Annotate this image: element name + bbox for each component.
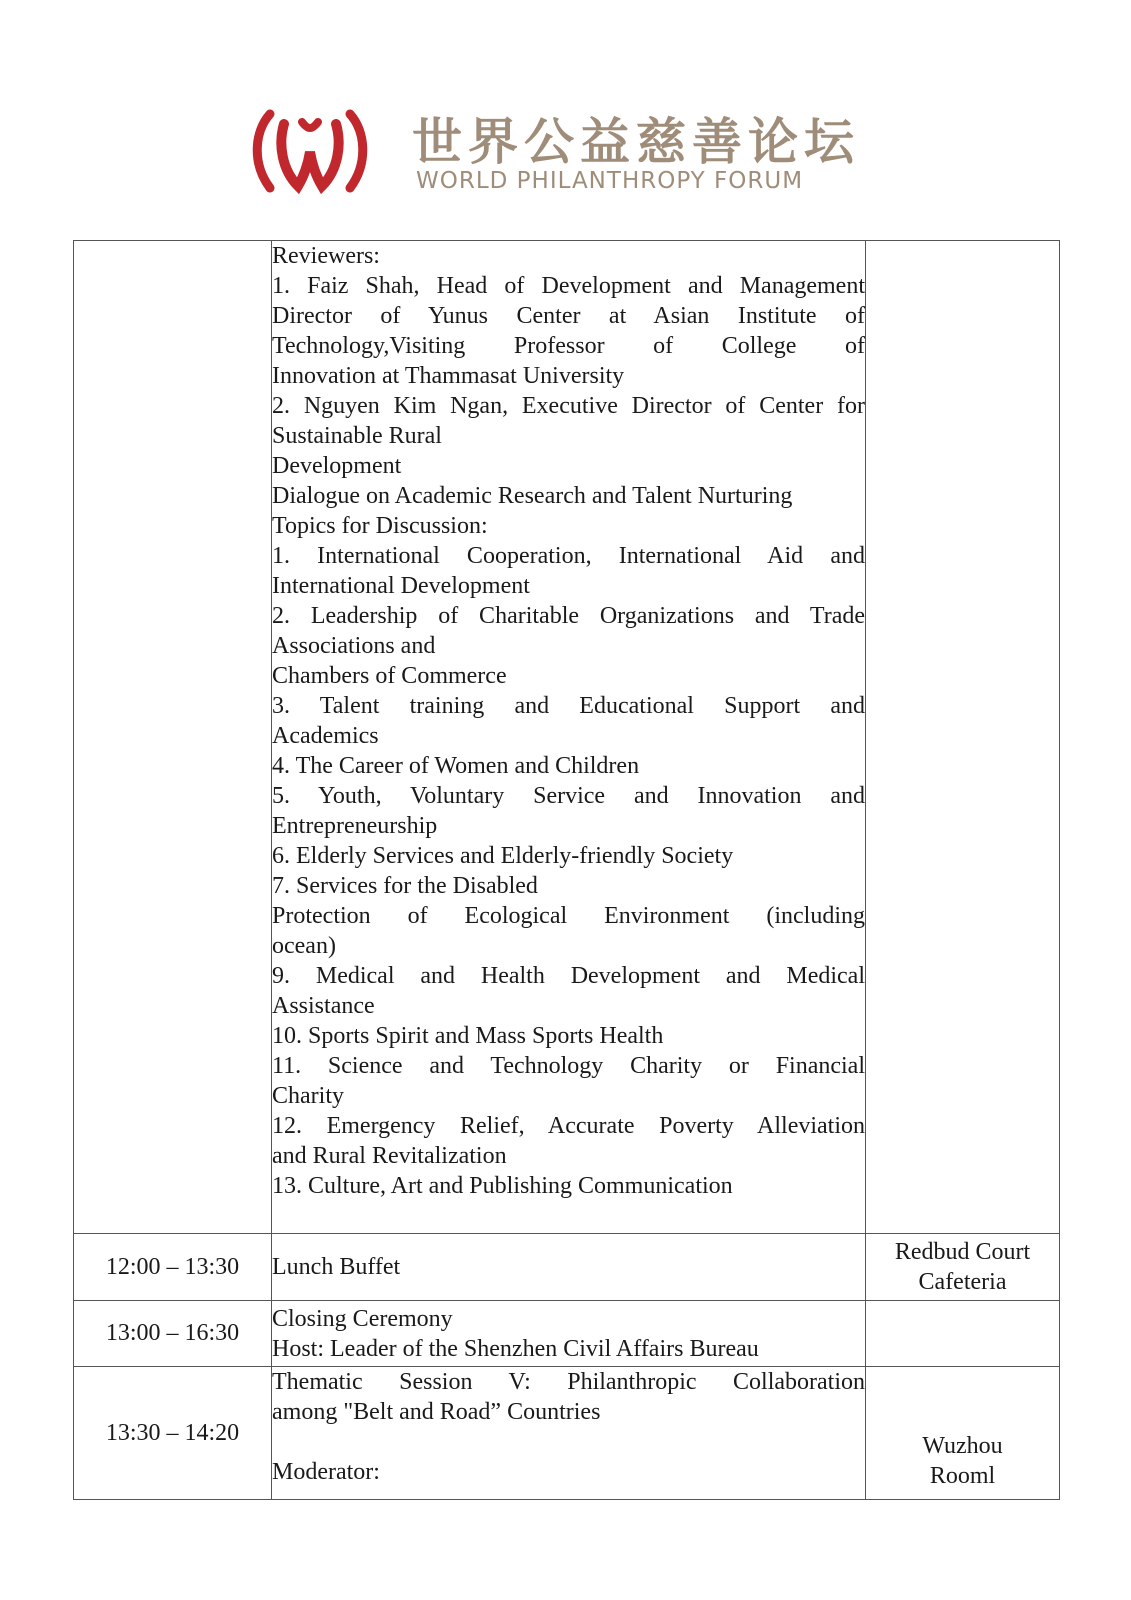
venue-cell [866, 1367, 1060, 1500]
program-line: and Rural Revitalization [272, 1143, 507, 1169]
program-line: 13. Culture, Art and Publishing Communication [272, 1173, 733, 1199]
program-line: Topics for Discussion: [272, 513, 488, 539]
program-line: Reviewers: [272, 243, 380, 269]
program-line: Host: Leader of the Shenzhen Civil Affairs Bureau [272, 1335, 759, 1362]
program-line: Innovation at Thammasat University [272, 363, 625, 389]
agenda-row [74, 1234, 1060, 1301]
program-line: Dialogue on Academic Research and Talent Nurturing [272, 483, 793, 509]
venue-cell [866, 1301, 1060, 1367]
program-line: 12. Emergency Relief, Accurate Poverty Alleviation [272, 1113, 865, 1139]
forum-logo-icon [248, 104, 372, 196]
program-line: 2. Leadership of Charitable Organizations and Trade [272, 603, 865, 629]
venue-line: Wuzhou [922, 1433, 1003, 1459]
program-line: Academics [272, 723, 379, 749]
program-line: 1. Faiz Shah, Head of Development and Management [272, 273, 865, 299]
program-line: Chambers of Commerce [272, 663, 507, 689]
program-line: 3. Talent training and Educational Support and [272, 693, 865, 719]
time-cell: 13:00 – 16:30 [74, 1301, 272, 1367]
time-cell [74, 241, 272, 1234]
program-line: Assistance [272, 993, 375, 1019]
program-line: 11. Science and Technology Charity or Financial [272, 1053, 865, 1079]
venue-line: Redbud Court [894, 1239, 1031, 1265]
program-line: 7. Services for the Disabled [272, 873, 538, 899]
program-line: Lunch Buffet [272, 1254, 401, 1280]
program-line: 4. The Career of Women and Children [272, 753, 640, 779]
program-line: Sustainable Rural [272, 423, 442, 449]
program-line: among "Belt and Road” Countries [272, 1399, 601, 1425]
program-line: 1. International Cooperation, International Aid and [272, 543, 865, 569]
program-line: Associations and [272, 633, 436, 659]
program-cell [272, 1301, 866, 1367]
program-cell [272, 1234, 866, 1301]
program-line: 9. Medical and Health Development and Medical [272, 963, 865, 989]
program-line: 5. Youth, Voluntary Service and Innovation and [272, 783, 865, 809]
agenda-row [74, 1367, 1060, 1500]
venue-line: Rooml [929, 1463, 996, 1489]
time-cell: 12:00 – 13:30 [74, 1234, 272, 1301]
program-line: Entrepreneurship [272, 813, 438, 839]
logo-english-text: WORLD PHILANTHROPY FORUM [416, 168, 804, 194]
venue-cell [866, 1234, 1060, 1301]
time-cell: 13:30 – 14:20 [74, 1367, 272, 1500]
program-line: Moderator: [272, 1459, 380, 1485]
program-line: 2. Nguyen Kim Ngan, Executive Director of Center for [272, 393, 865, 419]
program-line: International Development [272, 573, 530, 599]
agenda-row [74, 241, 1060, 1234]
venue-cell [866, 241, 1060, 1234]
program-line: Development [272, 453, 402, 479]
program-line: Protection of Ecological Environment (including [272, 903, 865, 929]
program-line: 6. Elderly Services and Elderly-friendly Society [272, 843, 734, 869]
agenda-row [74, 1301, 1060, 1367]
program-line: Closing Ceremony [272, 1305, 453, 1332]
program-line: Charity [272, 1083, 344, 1109]
program-line: Director of Yunus Center at Asian Institute of [272, 303, 865, 329]
program-line-spacer [272, 1427, 865, 1457]
logo-chinese-text: 世界公益慈善论坛 [412, 112, 860, 171]
forum-header [248, 100, 858, 200]
venue-line: Cafeteria [918, 1269, 1007, 1295]
agenda-table [73, 240, 1060, 1500]
program-line: ocean) [272, 933, 336, 959]
program-cell [272, 241, 866, 1234]
program-cell [272, 1367, 866, 1500]
program-line: 10. Sports Spirit and Mass Sports Health [272, 1023, 664, 1049]
program-line: Technology,Visiting Professor of College of [272, 333, 865, 359]
program-line: Thematic Session V: Philanthropic Collaboration [272, 1369, 865, 1395]
